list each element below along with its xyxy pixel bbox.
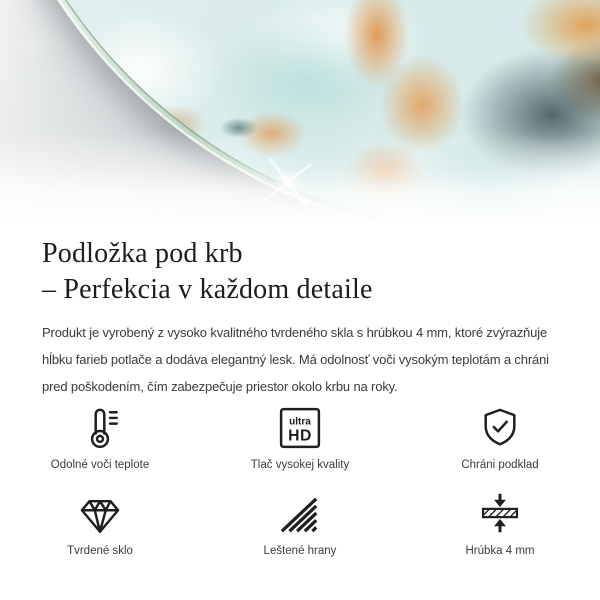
thermometer-icon xyxy=(79,407,121,449)
feature-label: Odolné voči teplote xyxy=(50,459,150,471)
diamond-icon xyxy=(79,493,121,535)
feature-label: Chráni podklad xyxy=(461,459,539,471)
ultra-hd-icon-text-top: ultra xyxy=(289,416,311,428)
feature-label: Tlač vysokej kvality xyxy=(250,459,350,471)
feature-grid xyxy=(0,407,600,559)
ultra-hd-icon-text-bottom: HD xyxy=(288,427,312,445)
product-photo xyxy=(0,0,600,234)
feature-label: Hrúbka 4 mm xyxy=(465,545,535,557)
feature-protects-surface xyxy=(400,407,600,473)
feature-label: Leštené hrany xyxy=(263,545,337,557)
feature-label: Tvrdené sklo xyxy=(67,545,133,557)
feature-polished-edges xyxy=(200,493,400,559)
feature-thickness xyxy=(400,493,600,559)
feature-tempered-glass xyxy=(0,493,200,559)
ultra-hd-icon xyxy=(279,407,321,449)
feature-print-quality xyxy=(200,407,400,473)
thickness-icon xyxy=(478,493,522,535)
page-title-line2: – Perfekcia v každom detaile xyxy=(42,274,373,305)
product-description-section xyxy=(0,234,600,400)
product-description-text: Produkt je vyrobený z vysoko kvalitného tvrdeného skla s hrúbkou 4 mm, ktoré zvýrazňuje hĺbku farieb potlače a dodáva elegantný lesk. Má odolnosť voči vysokým teplotám a chráni pred poškodením, čím zabezpečuje priestor okolo krbu na roky. xyxy=(42,325,549,394)
polished-edges-icon xyxy=(279,493,321,535)
feature-heat-resistant xyxy=(0,407,200,473)
shield-check-icon xyxy=(479,407,521,449)
page-title xyxy=(42,234,560,308)
page-title-line1: Podložka pod krb xyxy=(42,238,243,269)
